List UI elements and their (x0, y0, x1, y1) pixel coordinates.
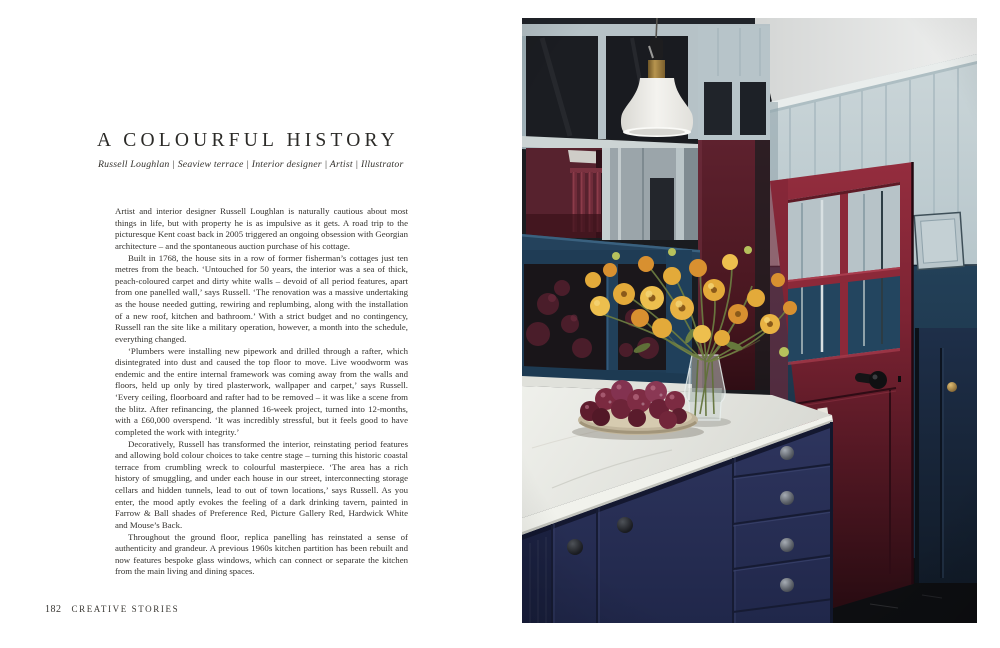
body-paragraph: ‘Plumbers were installing new pipework and drilled through a rafter, which disintegrated into dust and caused the top floor to move. Live woodworm was endemic and the entire internal framework was coming away from the walls and floors, held up only by tired plasterwork, wallpaper and carpet,’ says Russell. ‘Every ceiling, floorboard and rafter had to be removed – it was like a scene from the blitz. After refinancing, the planned 16-week project, turned into 12-months, with a £60,000 overspend. ‘It was incredibly stressful, but it feels good to have completed the work with integrity.’ (115, 345, 408, 437)
page-subtitle: Russell Loughlan | Seaview terrace | Interior designer | Artist | Illustrator (98, 159, 404, 170)
page-title: A COLOURFUL HISTORY (97, 130, 399, 151)
page-number: 182 (45, 604, 62, 615)
body-paragraph: Decoratively, Russell has transformed the interior, reinstating period features and allowing bold colour choices to take centre stage – turning this historic coastal terrace from crumbling wreck to colourful masterpiece. ‘The area has a rich history of smuggling, and under each house in our street, interconnecting storage cellars and hidden tunnels, lead to out of town locations,’ says Russell. As you enter, the mood aptly evokes the feeling of a dark drinking tavern, painted in Farrow & Ball shades of Preference Red, Picture Gallery Red, Hardwick White and Mouse’s Back. (115, 438, 408, 530)
body-paragraph: Built in 1768, the house sits in a row of former fisherman’s cottages just ten metres from the beach. ‘Untouched for 50 years, the interior was a sea of thick, peach-coloured carpet and dirty white walls – devoid of all period features, apart from one panelled wall,’ says Russell. ‘The renovation was a massive undertaking as the house needed gutting, rewiring and replumbing, along with the installation of a new roof, kitchen and bathroom.’ With a strict budget and no contingency, Russell ran the site like a military operation, however, a month into the schedule, everything changed. (115, 252, 408, 344)
article-body (115, 206, 408, 578)
kitchen-photo-svg (522, 18, 977, 623)
kitchen-photo (522, 18, 977, 623)
body-paragraph: Throughout the ground floor, replica panelling has reinstated a sense of authenticity and grandeur. A previous 1960s kitchen partition has been rebuilt and now features bespoke glass windows, which can connect or separate the kitchen from the main living and dining spaces. (115, 531, 408, 577)
page-footer (45, 604, 179, 615)
section-title: CREATIVE STORIES (71, 604, 180, 614)
body-paragraph: Artist and interior designer Russell Loughlan is naturally cautious about most things in life, but with property he is as impulsive as it gets. A road trip to the picturesque Kent coast back in 2005 triggered an ongoing obsession with Georgian architecture – and the spontaneous auction purchase of his cottage. (115, 206, 408, 251)
